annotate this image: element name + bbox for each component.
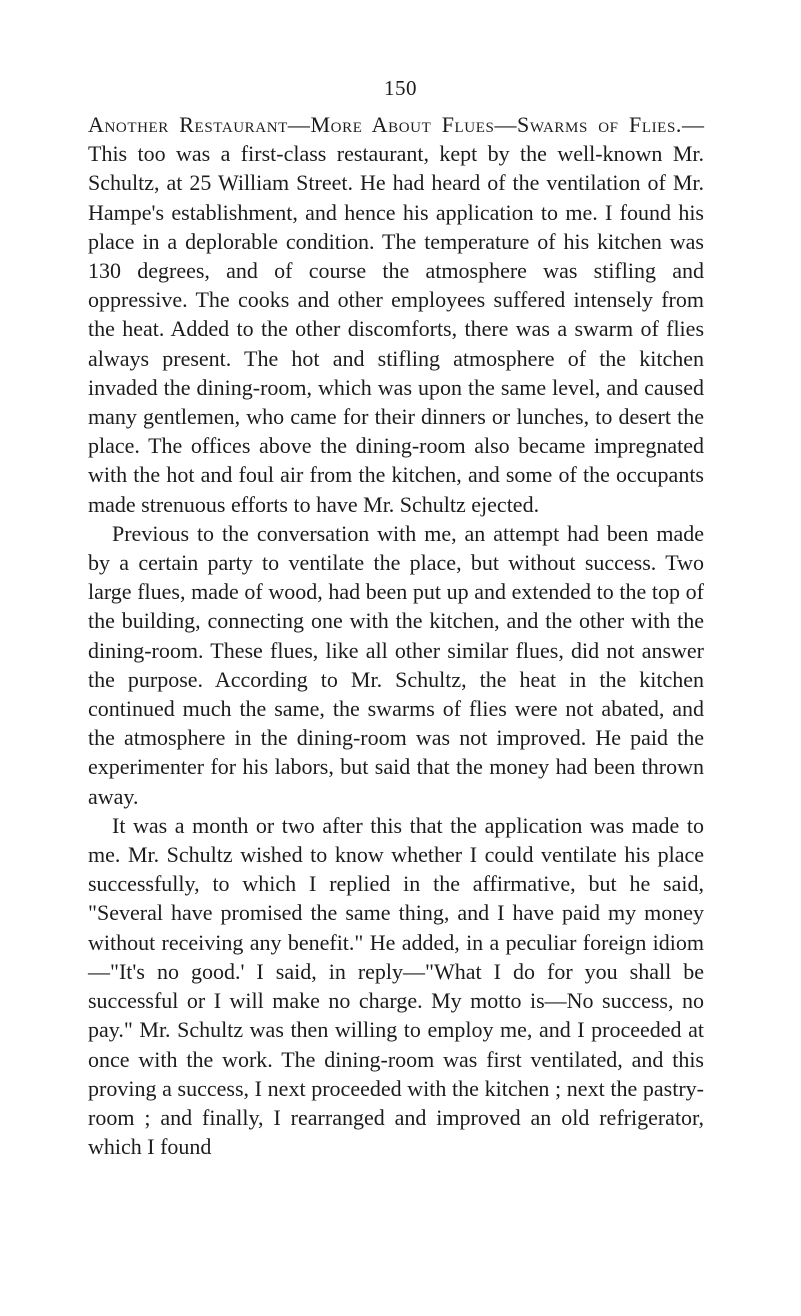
paragraph-1-text: —This too was a first-class restaurant, kept by the well-known Mr. Schultz, at 25 William Street. He had heard of the ventilation of Mr. Hampe's establishment, and hence his application to me. I found his place in a deplorable condition. The temperature of his kitchen was 130 degrees, and of course the atmosphere was stifling and oppressive. The cooks and other employees suffered intensely from the heat. Added to the other discomforts, there was a swarm of flies always present. The hot and stifling atmosphere of the kitchen invaded the dining-room, which was upon the same level, and caused many gentlemen, who came for their dinners or lunches, to desert the place. The offices above the dining-room also became impregnated with the hot and foul air from the kitchen, and some of the occupants made strenuous efforts to have Mr. Schultz ejected. <box>88 112 704 517</box>
paragraph-2: Previous to the conversation with me, an attempt had been made by a certain party to ventilate the place, but without success. Two large flues, made of wood, had been put up and extended to the top of the building, connecting one with the kitchen, and the other with the dining-room. These flues, like all other similar flues, did not answer the purpose. According to Mr. Schultz, the heat in the kitchen continued much the same, the swarms of flies were not abated, and the atmosphere in the dining-room was not improved. He paid the experimenter for his labors, but said that the money had been thrown away. <box>88 520 704 809</box>
page-number: 150 <box>384 76 417 100</box>
paragraph-1 <box>88 110 704 519</box>
body-text <box>88 110 704 1161</box>
paragraph-3: It was a month or two after this that the application was made to me. Mr. Schultz wished to know whether I could ventilate his place successfully, to which I replied in the affirmative, but he said, "Several have promised the same thing, and I have paid my money without receiving any benefit." He added, in a peculiar foreign idiom—"It's no good.' I said, in reply—"What I do for you shall be successful or I will make no charge. My motto is—No success, no pay." Mr. Schultz was then willing to employ me, and I proceeded at once with the work. The dining-room was first ventilated, and this proving a success, I next proceeded with the kitchen ; next the pastry-room ; and finally, I rearranged and improved an old refrigerator, which I found <box>88 812 704 1160</box>
section-heading: Another Restaurant—More About Flues—Swarms of Flies. <box>88 112 682 137</box>
